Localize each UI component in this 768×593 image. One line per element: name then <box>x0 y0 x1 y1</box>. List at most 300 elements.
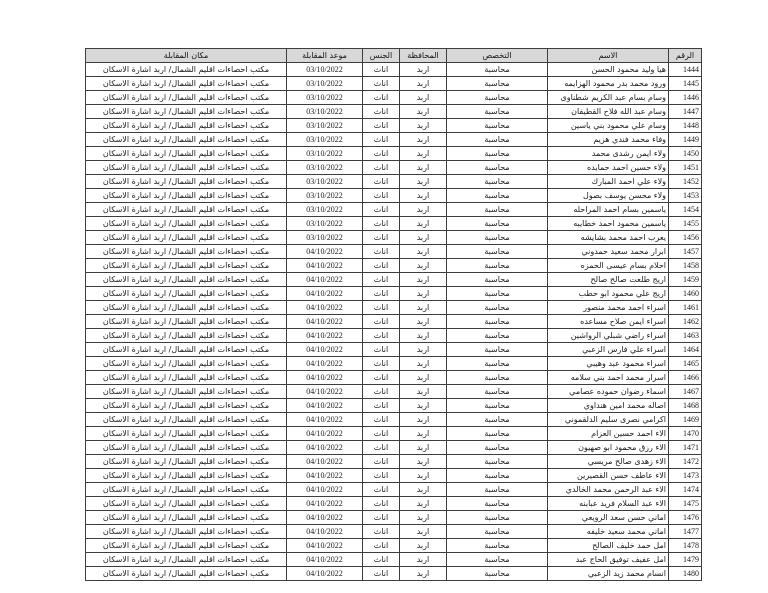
column-header-governorate: المحافظة <box>400 49 447 63</box>
cell-name: ابرار محمد سعيد حمدوني <box>548 245 669 259</box>
cell-interview-date: 04/10/2022 <box>287 245 363 259</box>
cell-seq: 1453 <box>669 189 702 203</box>
cell-governorate: اربد <box>400 63 447 77</box>
cell-specialization: محاسبة <box>447 63 548 77</box>
cell-name: اماني محمد سعيد خليفه <box>548 525 669 539</box>
cell-governorate: اربد <box>400 315 447 329</box>
cell-governorate: اربد <box>400 385 447 399</box>
cell-seq: 1446 <box>669 91 702 105</box>
cell-name: ياسمين محمود احمد خطايبه <box>548 217 669 231</box>
table-row <box>86 539 702 553</box>
cell-interview-place: مكتب احصاءات اقليم الشمال/ اربد اشارة الاسكان <box>86 525 287 539</box>
cell-name: اسراء علي فارس الزعبي <box>548 343 669 357</box>
cell-gender: اناث <box>363 371 400 385</box>
cell-interview-place: مكتب احصاءات اقليم الشمال/ اربد اشارة الاسكان <box>86 329 287 343</box>
cell-gender: اناث <box>363 287 400 301</box>
table-row <box>86 441 702 455</box>
cell-specialization: محاسبة <box>447 273 548 287</box>
cell-governorate: اربد <box>400 301 447 315</box>
cell-seq: 1457 <box>669 245 702 259</box>
cell-seq: 1460 <box>669 287 702 301</box>
cell-specialization: محاسبة <box>447 539 548 553</box>
cell-name: انسام محمد زيد الزعبي <box>548 567 669 581</box>
cell-interview-place: مكتب احصاءات اقليم الشمال/ اربد اشارة الاسكان <box>86 301 287 315</box>
cell-interview-place: مكتب احصاءات اقليم الشمال/ اربد اشارة الاسكان <box>86 133 287 147</box>
cell-interview-place: مكتب احصاءات اقليم الشمال/ اربد اشارة الاسكان <box>86 189 287 203</box>
cell-specialization: محاسبة <box>447 175 548 189</box>
table-row <box>86 273 702 287</box>
cell-interview-date: 04/10/2022 <box>287 441 363 455</box>
cell-interview-place: مكتب احصاءات اقليم الشمال/ اربد اشارة الاسكان <box>86 231 287 245</box>
cell-interview-date: 04/10/2022 <box>287 301 363 315</box>
cell-governorate: اربد <box>400 441 447 455</box>
table-row <box>86 497 702 511</box>
cell-name: وسام علي محمود بني ياسين <box>548 119 669 133</box>
cell-seq: 1471 <box>669 441 702 455</box>
cell-interview-place: مكتب احصاءات اقليم الشمال/ اربد اشارة الاسكان <box>86 553 287 567</box>
cell-interview-date: 04/10/2022 <box>287 469 363 483</box>
table-row <box>86 203 702 217</box>
cell-interview-date: 04/10/2022 <box>287 511 363 525</box>
table-row <box>86 147 702 161</box>
cell-seq: 1459 <box>669 273 702 287</box>
table-row <box>86 329 702 343</box>
cell-seq: 1462 <box>669 315 702 329</box>
cell-specialization: محاسبة <box>447 231 548 245</box>
cell-interview-place: مكتب احصاءات اقليم الشمال/ اربد اشارة الاسكان <box>86 91 287 105</box>
cell-governorate: اربد <box>400 399 447 413</box>
cell-specialization: محاسبة <box>447 357 548 371</box>
cell-specialization: محاسبة <box>447 511 548 525</box>
cell-seq: 1473 <box>669 469 702 483</box>
cell-gender: اناث <box>363 567 400 581</box>
table-row <box>86 105 702 119</box>
cell-seq: 1479 <box>669 553 702 567</box>
cell-governorate: اربد <box>400 371 447 385</box>
cell-interview-place: مكتب احصاءات اقليم الشمال/ اربد اشارة الاسكان <box>86 441 287 455</box>
cell-gender: اناث <box>363 119 400 133</box>
cell-interview-date: 03/10/2022 <box>287 63 363 77</box>
cell-specialization: محاسبة <box>447 385 548 399</box>
cell-interview-place: مكتب احصاءات اقليم الشمال/ اربد اشارة الاسكان <box>86 217 287 231</box>
cell-seq: 1476 <box>669 511 702 525</box>
cell-specialization: محاسبة <box>447 217 548 231</box>
cell-governorate: اربد <box>400 511 447 525</box>
cell-gender: اناث <box>363 413 400 427</box>
cell-interview-place: مكتب احصاءات اقليم الشمال/ اربد اشارة الاسكان <box>86 539 287 553</box>
table-row <box>86 399 702 413</box>
cell-interview-date: 03/10/2022 <box>287 189 363 203</box>
column-header-gender: الجنس <box>363 49 400 63</box>
table-row <box>86 217 702 231</box>
cell-seq: 1458 <box>669 259 702 273</box>
cell-gender: اناث <box>363 217 400 231</box>
cell-governorate: اربد <box>400 231 447 245</box>
cell-seq: 1454 <box>669 203 702 217</box>
cell-interview-date: 04/10/2022 <box>287 315 363 329</box>
cell-interview-date: 04/10/2022 <box>287 427 363 441</box>
cell-interview-date: 04/10/2022 <box>287 567 363 581</box>
cell-interview-place: مكتب احصاءات اقليم الشمال/ اربد اشارة الاسكان <box>86 413 287 427</box>
column-header-name: الاسم <box>548 49 669 63</box>
table-row <box>86 175 702 189</box>
table-row <box>86 455 702 469</box>
cell-interview-place: مكتب احصاءات اقليم الشمال/ اربد اشارة الاسكان <box>86 245 287 259</box>
cell-gender: اناث <box>363 273 400 287</box>
cell-seq: 1445 <box>669 77 702 91</box>
cell-governorate: اربد <box>400 105 447 119</box>
cell-interview-date: 03/10/2022 <box>287 161 363 175</box>
cell-name: اصاله محمد امين هنداوي <box>548 399 669 413</box>
cell-seq: 1465 <box>669 357 702 371</box>
table-row <box>86 343 702 357</box>
cell-specialization: محاسبة <box>447 287 548 301</box>
cell-name: الاء عبد السلام فريد عبابنه <box>548 497 669 511</box>
cell-interview-place: مكتب احصاءات اقليم الشمال/ اربد اشارة الاسكان <box>86 175 287 189</box>
cell-specialization: محاسبة <box>447 343 548 357</box>
cell-governorate: اربد <box>400 455 447 469</box>
cell-gender: اناث <box>363 175 400 189</box>
cell-governorate: اربد <box>400 245 447 259</box>
cell-interview-place: مكتب احصاءات اقليم الشمال/ اربد اشارة الاسكان <box>86 273 287 287</box>
cell-gender: اناث <box>363 497 400 511</box>
cell-name: ولاء حسين احمد حمايده <box>548 161 669 175</box>
cell-gender: اناث <box>363 259 400 273</box>
cell-gender: اناث <box>363 231 400 245</box>
cell-gender: اناث <box>363 301 400 315</box>
cell-gender: اناث <box>363 511 400 525</box>
cell-governorate: اربد <box>400 175 447 189</box>
cell-gender: اناث <box>363 77 400 91</box>
cell-gender: اناث <box>363 483 400 497</box>
cell-interview-date: 04/10/2022 <box>287 497 363 511</box>
cell-name: وسام بسام عبد الكريم شطناوى <box>548 91 669 105</box>
cell-seq: 1477 <box>669 525 702 539</box>
header-row <box>86 49 702 63</box>
cell-name: يعرب احمد محمد بشايشه <box>548 231 669 245</box>
cell-interview-place: مكتب احصاءات اقليم الشمال/ اربد اشارة الاسكان <box>86 357 287 371</box>
cell-gender: اناث <box>363 525 400 539</box>
table-row <box>86 77 702 91</box>
table-row <box>86 287 702 301</box>
cell-interview-place: مكتب احصاءات اقليم الشمال/ اربد اشارة الاسكان <box>86 343 287 357</box>
cell-governorate: اربد <box>400 147 447 161</box>
cell-interview-date: 04/10/2022 <box>287 483 363 497</box>
cell-specialization: محاسبة <box>447 77 548 91</box>
table-row <box>86 245 702 259</box>
cell-name: اسرار محمد احمد بني سلامه <box>548 371 669 385</box>
table-row <box>86 259 702 273</box>
cell-governorate: اربد <box>400 133 447 147</box>
cell-name: امل عفيف توفيق الحاج عبد <box>548 553 669 567</box>
cell-governorate: اربد <box>400 357 447 371</box>
cell-interview-date: 04/10/2022 <box>287 539 363 553</box>
cell-interview-place: مكتب احصاءات اقليم الشمال/ اربد اشارة الاسكان <box>86 287 287 301</box>
table-row <box>86 161 702 175</box>
column-header-specialization: التخصص <box>447 49 548 63</box>
cell-interview-place: مكتب احصاءات اقليم الشمال/ اربد اشارة الاسكان <box>86 455 287 469</box>
cell-seq: 1474 <box>669 483 702 497</box>
table-row <box>86 371 702 385</box>
cell-gender: اناث <box>363 441 400 455</box>
cell-seq: 1472 <box>669 455 702 469</box>
cell-interview-date: 03/10/2022 <box>287 77 363 91</box>
cell-governorate: اربد <box>400 189 447 203</box>
cell-governorate: اربد <box>400 77 447 91</box>
column-header-seq: الرقم <box>669 49 702 63</box>
cell-interview-date: 03/10/2022 <box>287 231 363 245</box>
cell-governorate: اربد <box>400 273 447 287</box>
cell-specialization: محاسبة <box>447 147 548 161</box>
cell-interview-place: مكتب احصاءات اقليم الشمال/ اربد اشارة الاسكان <box>86 63 287 77</box>
cell-name: هيا وليد محمود الحسن <box>548 63 669 77</box>
cell-interview-place: مكتب احصاءات اقليم الشمال/ اربد اشارة الاسكان <box>86 147 287 161</box>
cell-specialization: محاسبة <box>447 315 548 329</box>
cell-interview-date: 04/10/2022 <box>287 287 363 301</box>
cell-governorate: اربد <box>400 567 447 581</box>
cell-seq: 1449 <box>669 133 702 147</box>
table-row <box>86 427 702 441</box>
table-row <box>86 567 702 581</box>
cell-interview-place: مكتب احصاءات اقليم الشمال/ اربد اشارة الاسكان <box>86 427 287 441</box>
cell-seq: 1464 <box>669 343 702 357</box>
table-row <box>86 511 702 525</box>
cell-gender: اناث <box>363 399 400 413</box>
cell-governorate: اربد <box>400 497 447 511</box>
cell-specialization: محاسبة <box>447 133 548 147</box>
table-body <box>86 63 702 581</box>
applicants-table <box>85 48 702 581</box>
cell-gender: اناث <box>363 539 400 553</box>
cell-gender: اناث <box>363 469 400 483</box>
cell-governorate: اربد <box>400 91 447 105</box>
cell-name: وفاء محمد فندي هزيم <box>548 133 669 147</box>
cell-governorate: اربد <box>400 329 447 343</box>
cell-interview-date: 04/10/2022 <box>287 357 363 371</box>
cell-interview-date: 03/10/2022 <box>287 133 363 147</box>
table-row <box>86 413 702 427</box>
cell-name: اسراء راضي شبلي الرواشين <box>548 329 669 343</box>
cell-interview-date: 03/10/2022 <box>287 147 363 161</box>
cell-seq: 1478 <box>669 539 702 553</box>
cell-specialization: محاسبة <box>447 301 548 315</box>
cell-gender: اناث <box>363 427 400 441</box>
cell-name: ولاء علي احمد المبارك <box>548 175 669 189</box>
cell-gender: اناث <box>363 105 400 119</box>
table-row <box>86 63 702 77</box>
cell-name: ورود محمد بدر محمود الهزايمه <box>548 77 669 91</box>
cell-name: الاء زهدى صالح مريسي <box>548 455 669 469</box>
cell-governorate: اربد <box>400 483 447 497</box>
cell-interview-place: مكتب احصاءات اقليم الشمال/ اربد اشارة الاسكان <box>86 203 287 217</box>
cell-specialization: محاسبة <box>447 91 548 105</box>
cell-gender: اناث <box>363 91 400 105</box>
cell-interview-place: مكتب احصاءات اقليم الشمال/ اربد اشارة الاسكان <box>86 161 287 175</box>
cell-specialization: محاسبة <box>447 329 548 343</box>
cell-governorate: اربد <box>400 413 447 427</box>
cell-specialization: محاسبة <box>447 119 548 133</box>
cell-name: اماني حسن سعد الرويعي <box>548 511 669 525</box>
cell-name: اريج طلعت صالح صالح <box>548 273 669 287</box>
table-row <box>86 525 702 539</box>
cell-interview-date: 03/10/2022 <box>287 119 363 133</box>
cell-governorate: اربد <box>400 217 447 231</box>
cell-name: الاء احمد حسين العزام <box>548 427 669 441</box>
column-header-interview-place: مكان المقابلة <box>86 49 287 63</box>
cell-interview-place: مكتب احصاءات اقليم الشمال/ اربد اشارة الاسكان <box>86 497 287 511</box>
cell-interview-place: مكتب احصاءات اقليم الشمال/ اربد اشارة الاسكان <box>86 511 287 525</box>
cell-gender: اناث <box>363 343 400 357</box>
cell-seq: 1475 <box>669 497 702 511</box>
cell-governorate: اربد <box>400 469 447 483</box>
cell-gender: اناث <box>363 245 400 259</box>
cell-interview-place: مكتب احصاءات اقليم الشمال/ اربد اشارة الاسكان <box>86 259 287 273</box>
cell-interview-place: مكتب احصاءات اقليم الشمال/ اربد اشارة الاسكان <box>86 77 287 91</box>
cell-specialization: محاسبة <box>447 455 548 469</box>
cell-name: الاء عبد الرحمن محمد الخالدي <box>548 483 669 497</box>
cell-gender: اناث <box>363 147 400 161</box>
table-row <box>86 189 702 203</box>
column-header-interview-date: موعد المقابلة <box>287 49 363 63</box>
cell-specialization: محاسبة <box>447 427 548 441</box>
cell-interview-date: 04/10/2022 <box>287 413 363 427</box>
cell-gender: اناث <box>363 329 400 343</box>
cell-name: احلام بسام عيسى الحمزه <box>548 259 669 273</box>
cell-name: وسام عبد الله فلاح القطيفان <box>548 105 669 119</box>
cell-specialization: محاسبة <box>447 371 548 385</box>
cell-specialization: محاسبة <box>447 553 548 567</box>
cell-name: اكرامي نصرى سليم الدلقموني <box>548 413 669 427</box>
cell-gender: اناث <box>363 203 400 217</box>
cell-interview-place: مكتب احصاءات اقليم الشمال/ اربد اشارة الاسكان <box>86 567 287 581</box>
table-row <box>86 91 702 105</box>
cell-governorate: اربد <box>400 539 447 553</box>
cell-name: اسراء ايمن صلاح مساعده <box>548 315 669 329</box>
cell-seq: 1456 <box>669 231 702 245</box>
cell-specialization: محاسبة <box>447 161 548 175</box>
cell-gender: اناث <box>363 553 400 567</box>
table-row <box>86 119 702 133</box>
cell-seq: 1467 <box>669 385 702 399</box>
cell-governorate: اربد <box>400 553 447 567</box>
table-row <box>86 385 702 399</box>
cell-interview-place: مكتب احصاءات اقليم الشمال/ اربد اشارة الاسكان <box>86 315 287 329</box>
cell-name: ياسمين بسام احمد المراحله <box>548 203 669 217</box>
cell-interview-place: مكتب احصاءات اقليم الشمال/ اربد اشارة الاسكان <box>86 483 287 497</box>
cell-interview-date: 04/10/2022 <box>287 553 363 567</box>
cell-seq: 1455 <box>669 217 702 231</box>
cell-interview-date: 04/10/2022 <box>287 273 363 287</box>
cell-interview-place: مكتب احصاءات اقليم الشمال/ اربد اشارة الاسكان <box>86 119 287 133</box>
cell-gender: اناث <box>363 455 400 469</box>
cell-seq: 1466 <box>669 371 702 385</box>
cell-specialization: محاسبة <box>447 567 548 581</box>
cell-seq: 1461 <box>669 301 702 315</box>
cell-name: اسراء محمود عبد وهيبي <box>548 357 669 371</box>
cell-interview-date: 04/10/2022 <box>287 329 363 343</box>
table-row <box>86 301 702 315</box>
cell-interview-place: مكتب احصاءات اقليم الشمال/ اربد اشارة الاسكان <box>86 105 287 119</box>
cell-specialization: محاسبة <box>447 189 548 203</box>
cell-interview-place: مكتب احصاءات اقليم الشمال/ اربد اشارة الاسكان <box>86 399 287 413</box>
cell-specialization: محاسبة <box>447 483 548 497</box>
cell-name: الاء رزق محمود ابو صهيون <box>548 441 669 455</box>
cell-name: امل حمد خليف الصالح <box>548 539 669 553</box>
cell-gender: اناث <box>363 63 400 77</box>
cell-gender: اناث <box>363 161 400 175</box>
cell-seq: 1470 <box>669 427 702 441</box>
cell-interview-date: 04/10/2022 <box>287 525 363 539</box>
cell-name: ولاء محسن يوسف بصول <box>548 189 669 203</box>
cell-gender: اناث <box>363 133 400 147</box>
cell-specialization: محاسبة <box>447 441 548 455</box>
cell-interview-date: 04/10/2022 <box>287 259 363 273</box>
cell-name: اسراء احمد محمد منصور <box>548 301 669 315</box>
cell-interview-place: مكتب احصاءات اقليم الشمال/ اربد اشارة الاسكان <box>86 469 287 483</box>
cell-interview-date: 04/10/2022 <box>287 455 363 469</box>
cell-seq: 1451 <box>669 161 702 175</box>
cell-specialization: محاسبة <box>447 245 548 259</box>
cell-seq: 1447 <box>669 105 702 119</box>
cell-seq: 1450 <box>669 147 702 161</box>
table-header <box>86 49 702 63</box>
cell-seq: 1448 <box>669 119 702 133</box>
cell-specialization: محاسبة <box>447 469 548 483</box>
cell-interview-date: 04/10/2022 <box>287 343 363 357</box>
table-row <box>86 231 702 245</box>
table-row <box>86 483 702 497</box>
cell-specialization: محاسبة <box>447 203 548 217</box>
cell-governorate: اربد <box>400 343 447 357</box>
cell-gender: اناث <box>363 315 400 329</box>
cell-gender: اناث <box>363 357 400 371</box>
cell-governorate: اربد <box>400 287 447 301</box>
cell-name: اريج علي محمود ابو حطب <box>548 287 669 301</box>
cell-governorate: اربد <box>400 161 447 175</box>
cell-gender: اناث <box>363 189 400 203</box>
cell-seq: 1468 <box>669 399 702 413</box>
table-row <box>86 553 702 567</box>
cell-specialization: محاسبة <box>447 413 548 427</box>
cell-governorate: اربد <box>400 427 447 441</box>
cell-interview-place: مكتب احصاءات اقليم الشمال/ اربد اشارة الاسكان <box>86 385 287 399</box>
cell-seq: 1452 <box>669 175 702 189</box>
cell-specialization: محاسبة <box>447 399 548 413</box>
cell-interview-place: مكتب احصاءات اقليم الشمال/ اربد اشارة الاسكان <box>86 371 287 385</box>
cell-governorate: اربد <box>400 525 447 539</box>
cell-interview-date: 03/10/2022 <box>287 217 363 231</box>
cell-seq: 1463 <box>669 329 702 343</box>
cell-interview-date: 04/10/2022 <box>287 385 363 399</box>
cell-specialization: محاسبة <box>447 259 548 273</box>
cell-seq: 1480 <box>669 567 702 581</box>
cell-interview-date: 04/10/2022 <box>287 399 363 413</box>
cell-interview-date: 03/10/2022 <box>287 203 363 217</box>
cell-seq: 1469 <box>669 413 702 427</box>
cell-specialization: محاسبة <box>447 105 548 119</box>
cell-specialization: محاسبة <box>447 497 548 511</box>
cell-governorate: اربد <box>400 119 447 133</box>
cell-governorate: اربد <box>400 259 447 273</box>
cell-interview-date: 03/10/2022 <box>287 105 363 119</box>
cell-seq: 1444 <box>669 63 702 77</box>
cell-interview-date: 04/10/2022 <box>287 371 363 385</box>
cell-name: ولاء ايمن رشدى محمد <box>548 147 669 161</box>
cell-name: اسماء رضوان حموده عصامي <box>548 385 669 399</box>
table-row <box>86 315 702 329</box>
cell-interview-date: 03/10/2022 <box>287 175 363 189</box>
table-row <box>86 357 702 371</box>
